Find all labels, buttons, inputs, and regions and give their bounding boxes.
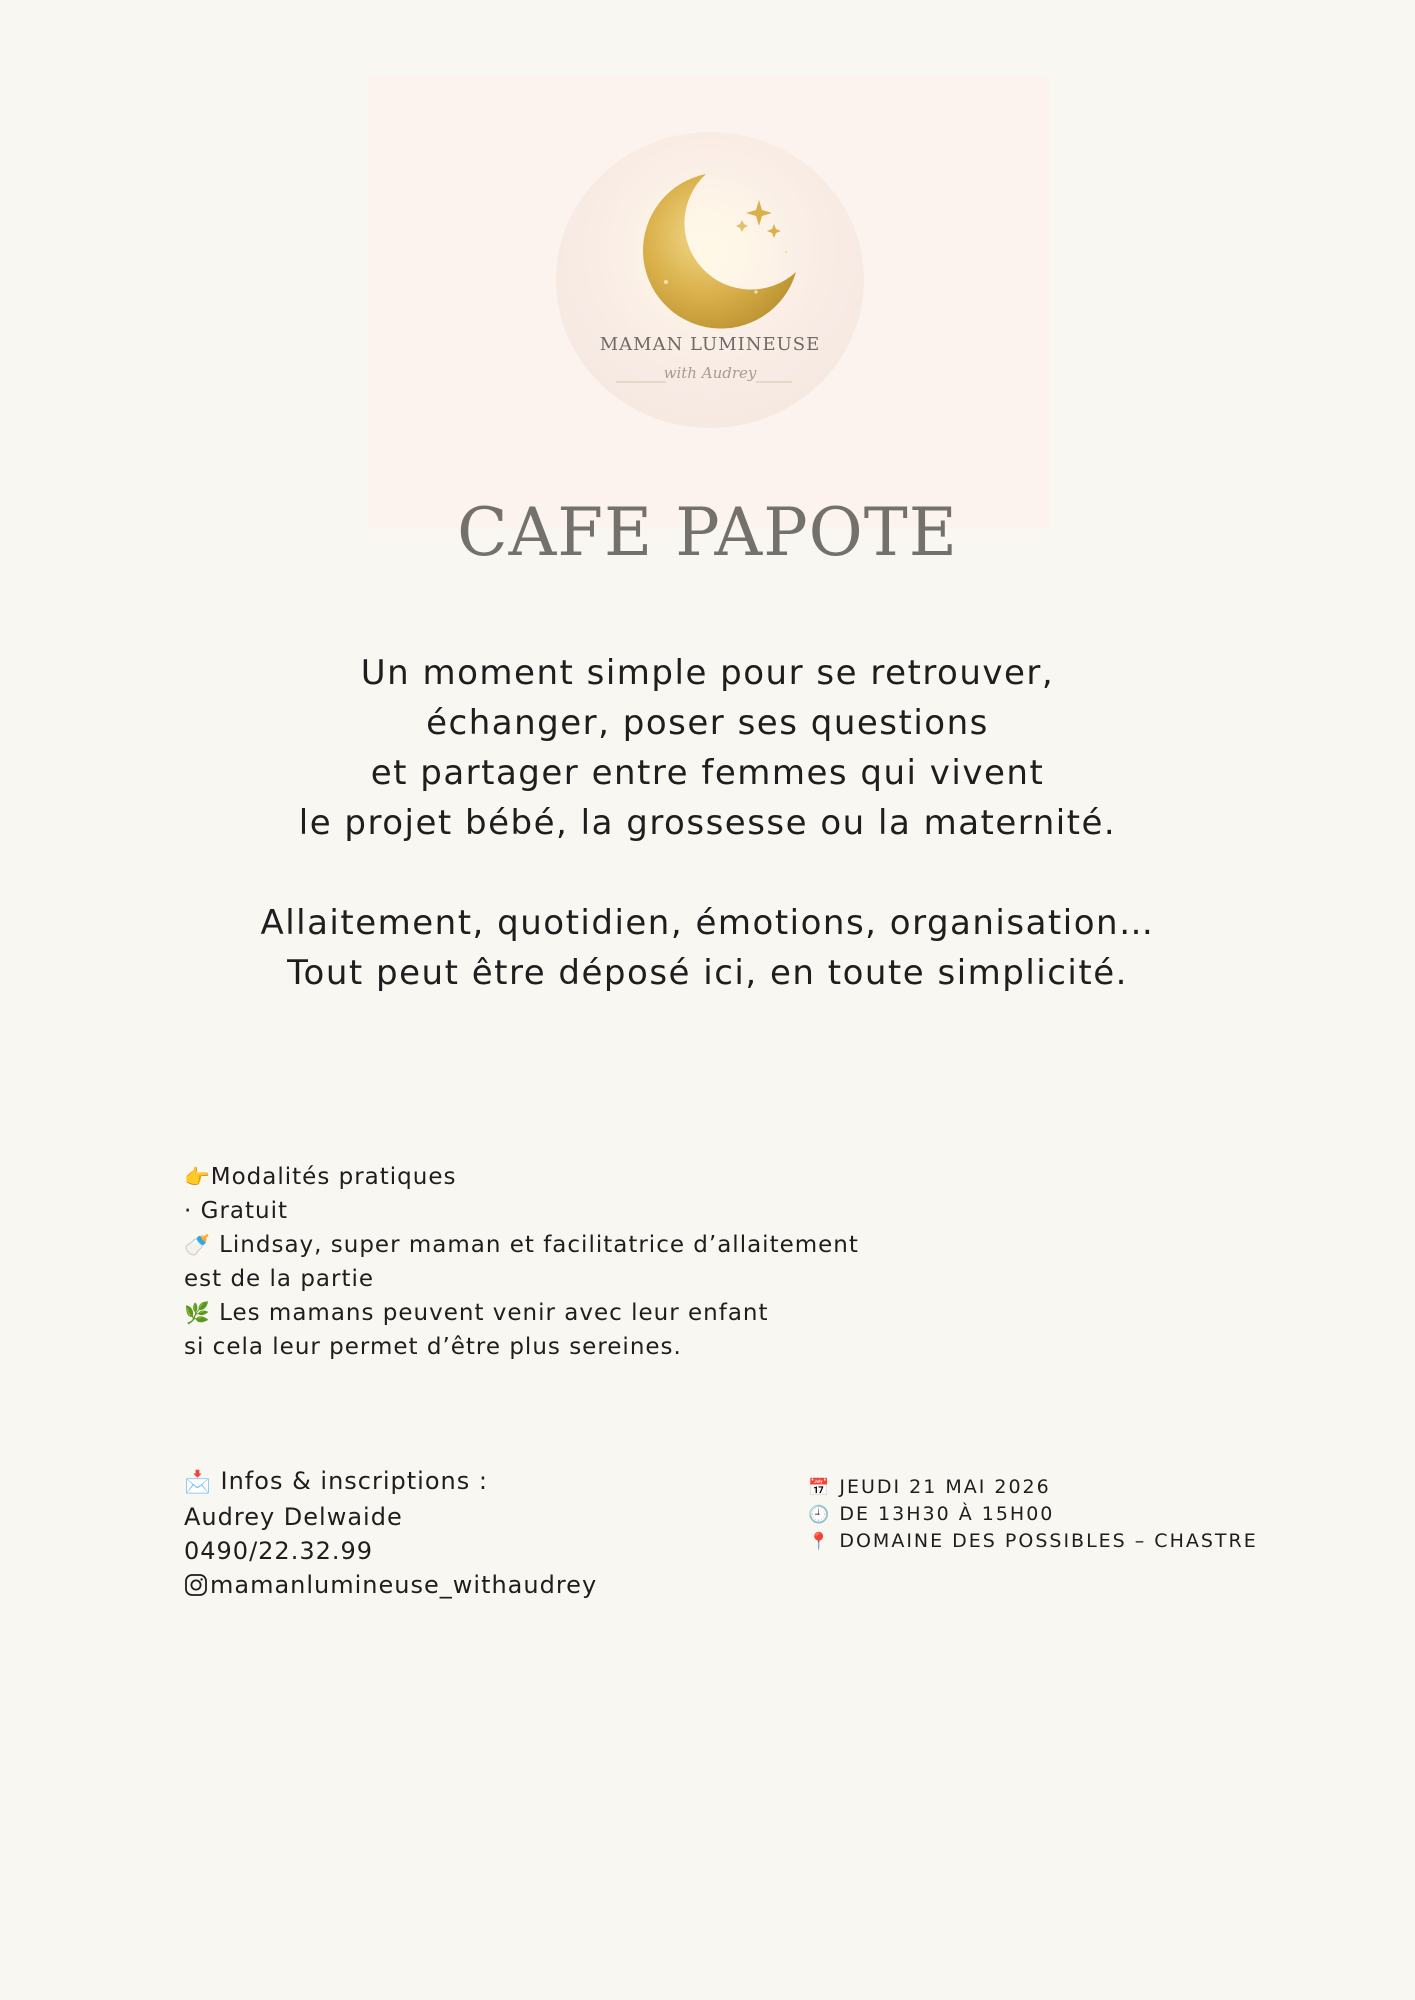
- crescent-moon-icon: [556, 132, 864, 428]
- contact-name: Audrey Delwaide: [184, 1503, 403, 1531]
- practical-info: [184, 1160, 984, 1364]
- instagram-icon: [184, 1573, 208, 1597]
- baby-bottle-icon: 🍼: [184, 1233, 211, 1257]
- calendar-icon: 📅: [808, 1478, 832, 1498]
- practical-item-free: · Gratuit: [184, 1198, 288, 1224]
- practical-item-facilitator-cont: est de la partie: [184, 1266, 375, 1292]
- practical-item-facilitator: 🍼 Lindsay, super maman et facilitatrice d’allaitement: [184, 1232, 859, 1258]
- event-time: 🕘 DE 13H30 À 15H00: [808, 1503, 1055, 1525]
- practical-heading: 👉Modalités pratiques: [184, 1164, 457, 1190]
- pointing-hand-icon: 👉: [184, 1165, 211, 1189]
- intro-line: Tout peut être déposé ici, en toute simplicité.: [287, 953, 1128, 993]
- location-pin-icon: 📍: [808, 1532, 832, 1552]
- page-title: CAFE PAPOTE: [457, 494, 958, 571]
- intro-text: [0, 648, 1415, 998]
- contact-info: [184, 1464, 744, 1602]
- intro-line: et partager entre femmes qui vivent: [370, 753, 1045, 793]
- intro-line: échanger, poser ses questions: [426, 703, 989, 743]
- brand-name: MAMAN LUMINEUSE: [599, 334, 821, 355]
- event-details: [808, 1474, 1408, 1555]
- practical-item-children-cont: si cela leur permet d’être plus sereines.: [184, 1334, 682, 1360]
- contact-heading: 📩 Infos & inscriptions :: [184, 1467, 488, 1495]
- event-place: 📍 DOMAINE DES POSSIBLES – CHASTRE: [808, 1530, 1258, 1552]
- event-date: 📅 JEUDI 21 MAI 2026: [808, 1476, 1051, 1498]
- instagram-handle: mamanlumineuse_withaudrey: [210, 1571, 598, 1599]
- envelope-icon: 📩: [184, 1470, 212, 1495]
- practical-item-children: 🌿 Les mamans peuvent venir avec leur enfant: [184, 1300, 769, 1326]
- intro-line: Allaitement, quotidien, émotions, organisation…: [260, 903, 1155, 943]
- intro-line: Un moment simple pour se retrouver,: [360, 653, 1055, 693]
- contact-instagram: [184, 1568, 744, 1602]
- clock-icon: 🕘: [808, 1505, 832, 1525]
- brand-tagline: with Audrey: [663, 364, 757, 382]
- contact-phone: 0490/22.32.99: [184, 1537, 374, 1565]
- intro-line: le projet bébé, la grossesse ou la maternité.: [298, 803, 1117, 843]
- herb-icon: 🌿: [184, 1301, 211, 1325]
